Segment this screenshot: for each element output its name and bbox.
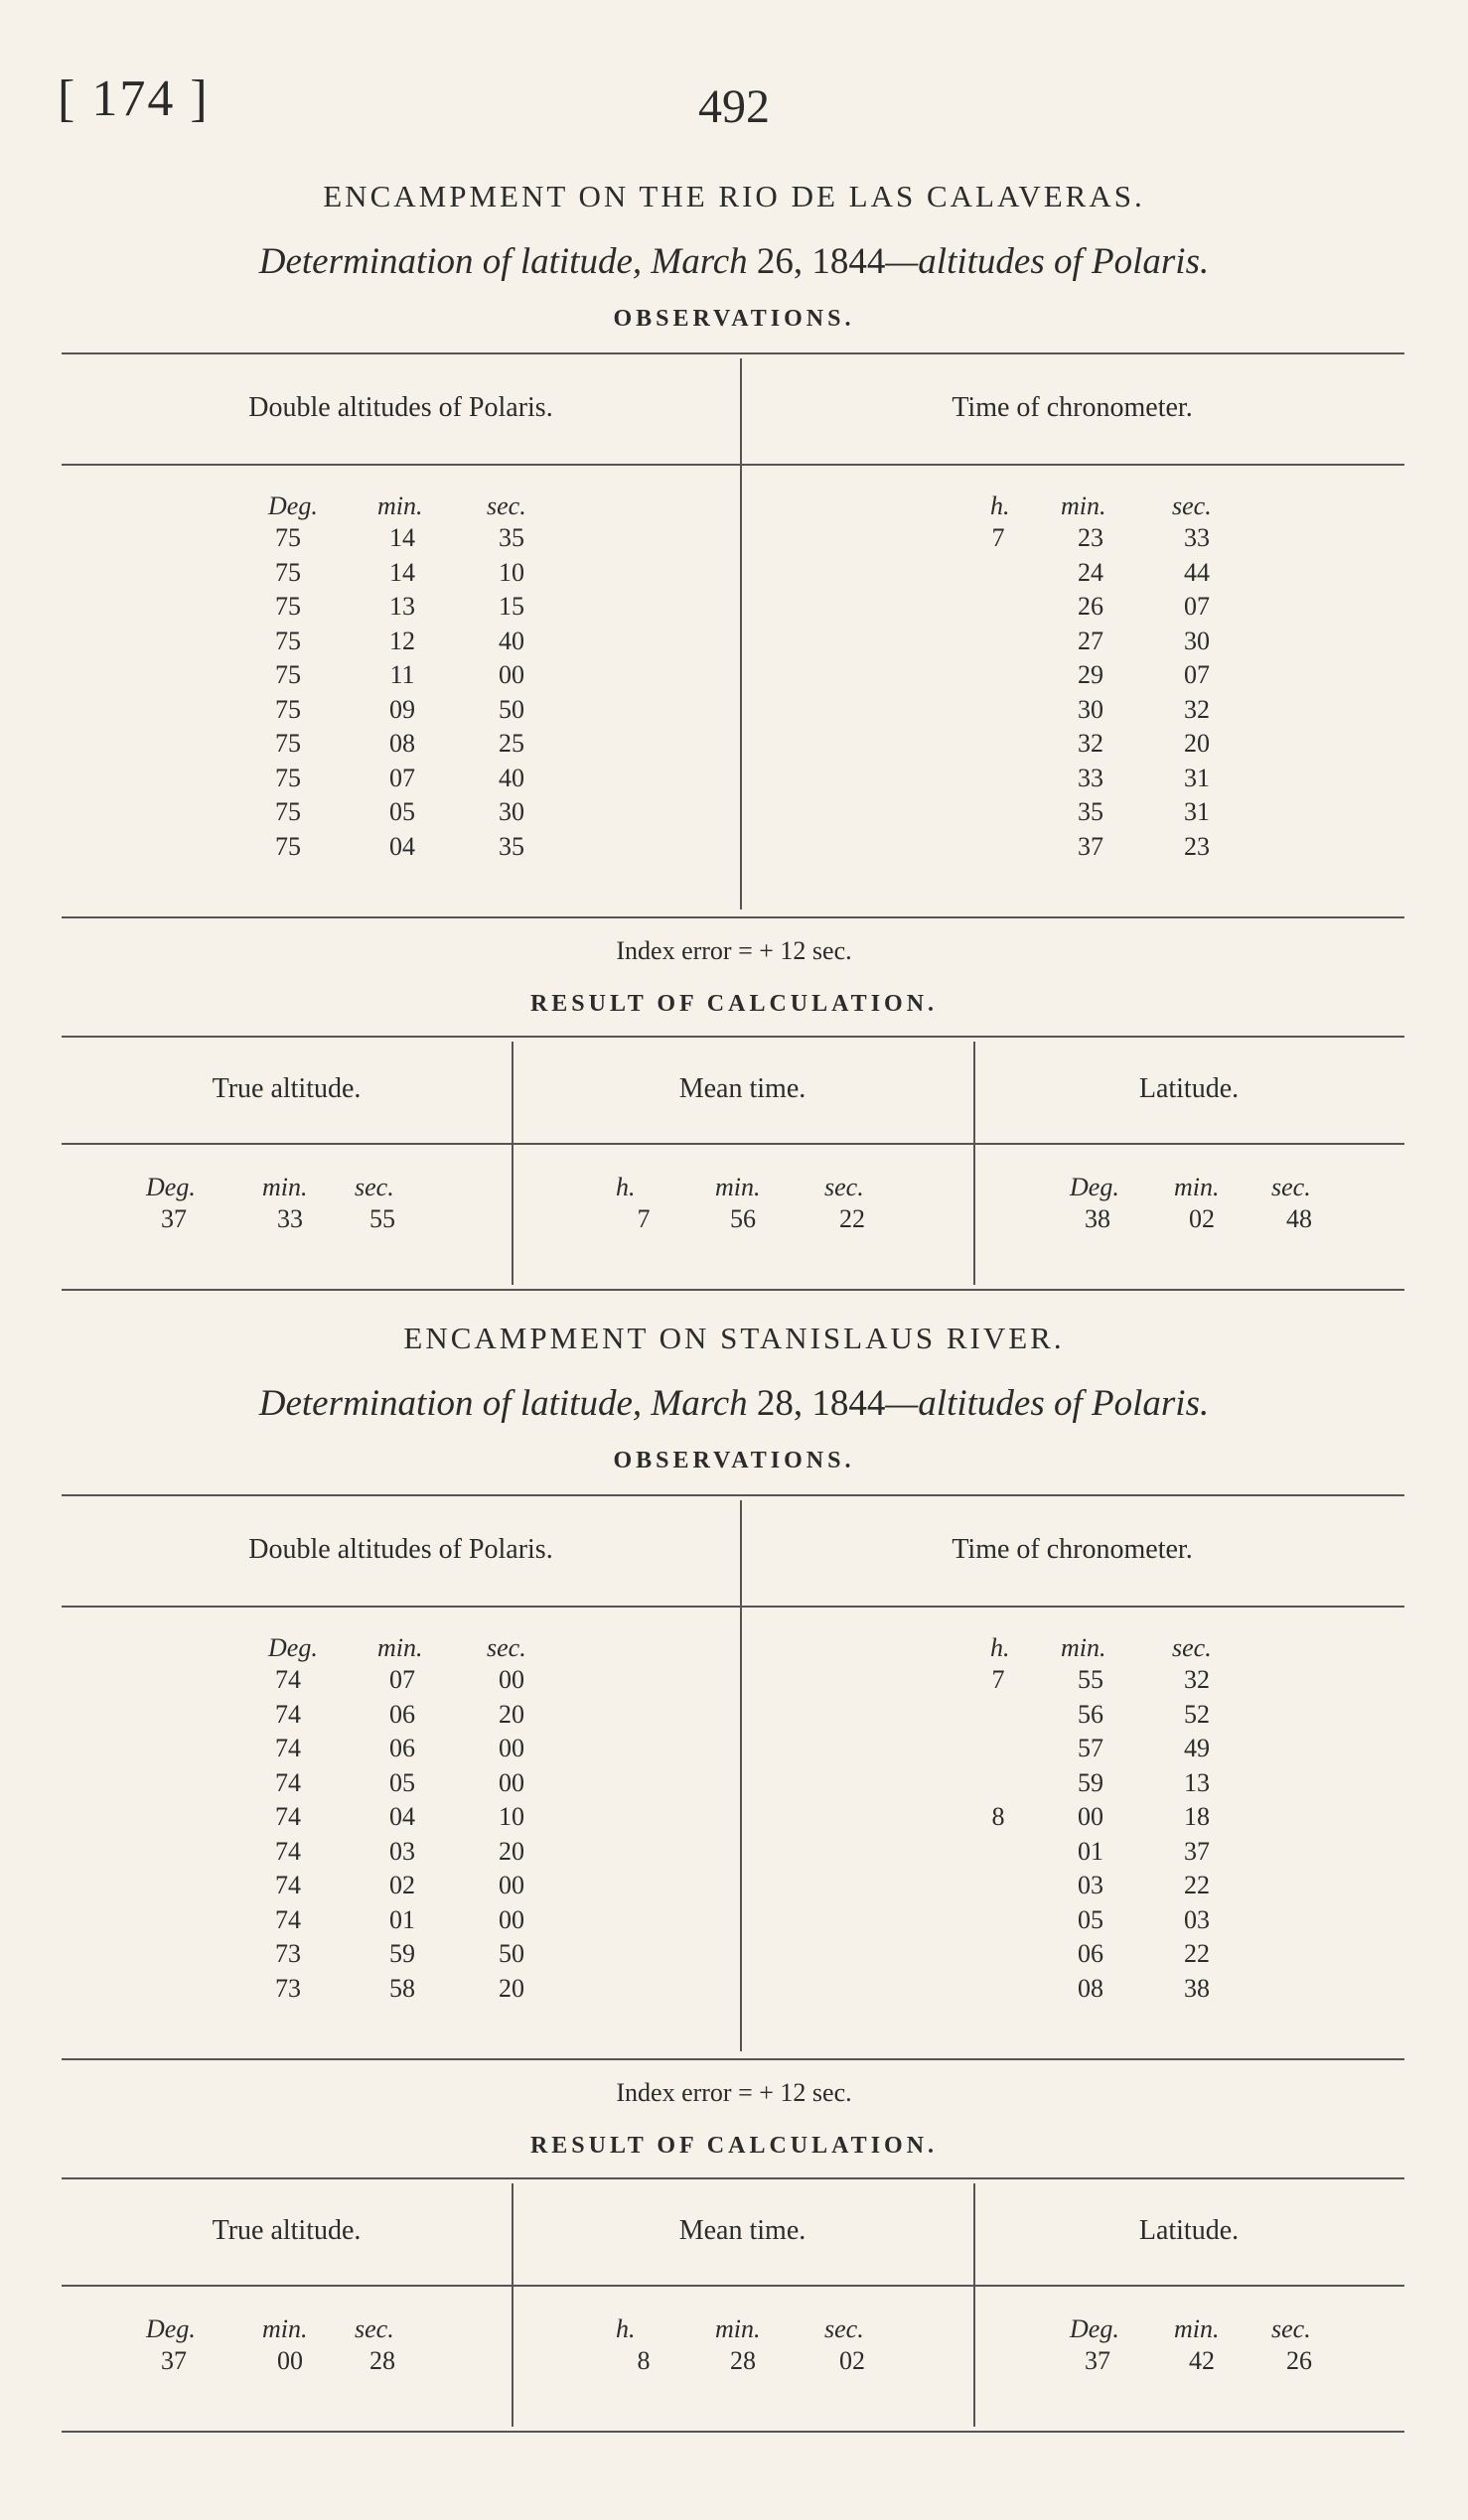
table-cell-tmin: 03 [1078, 1871, 1103, 1899]
table-cell-tsec: 37 [1184, 1836, 1210, 1866]
result-unit: min. [262, 1173, 308, 1201]
result-unit: min. [1174, 2314, 1220, 2343]
unit-sec: sec. [487, 1633, 526, 1662]
table-cell-sec: 40 [499, 626, 524, 655]
result-value: 42 [1189, 2346, 1215, 2375]
table-cell-deg: 74 [275, 1767, 301, 1797]
result-value: 26 [1286, 2346, 1312, 2375]
table-cell-min: 03 [389, 1836, 415, 1866]
table-cell-tmin: 06 [1078, 1939, 1103, 1968]
table-cell-tsec: 03 [1184, 1904, 1210, 1934]
table-cell-min: 12 [389, 626, 415, 655]
table-cell-tsec: 30 [1184, 626, 1210, 655]
table-cell-tmin: 59 [1078, 1767, 1103, 1797]
table-cell-sec: 50 [499, 1939, 524, 1968]
table-cell-deg: 75 [275, 523, 301, 552]
rule-line [62, 2285, 1404, 2287]
table-cell-tmin: 29 [1078, 660, 1103, 689]
table-cell-deg: 73 [275, 1939, 301, 1968]
unit-min: min. [377, 491, 423, 520]
observations-label: OBSERVATIONS. [613, 1448, 855, 1473]
result-label: RESULT OF CALCULATION. [529, 991, 939, 1017]
table-cell-tsec: 31 [1184, 797, 1210, 826]
table-cell-tmin: 32 [1078, 729, 1103, 758]
table-cell-deg: 74 [275, 1836, 301, 1866]
result-value: 00 [277, 2346, 303, 2375]
unit-sec: sec. [1172, 1633, 1212, 1662]
table-cell-tsec: 23 [1184, 831, 1210, 861]
table-cell-min: 04 [389, 831, 415, 861]
subtitle-italic: Determination of latitude, March [258, 241, 757, 282]
table-cell-min: 05 [389, 797, 415, 826]
rule-line [62, 352, 1404, 354]
observations-label: OBSERVATIONS. [613, 306, 855, 332]
table-cell-deg: 75 [275, 763, 301, 792]
unit-sec: sec. [487, 491, 526, 520]
table-cell-tmin: 56 [1078, 1699, 1103, 1729]
unit-min: min. [1061, 491, 1106, 520]
table-cell-min: 13 [389, 592, 415, 621]
result-col-latitude: Latitude. [1138, 2215, 1240, 2246]
section-title: ENCAMPMENT ON STANISLAUS RIVER. [403, 1321, 1065, 1355]
table-cell-sec: 25 [499, 729, 524, 758]
result-unit: sec. [824, 1173, 864, 1201]
obs-col-header-altitudes: Double altitudes of Polaris. [248, 1534, 553, 1565]
rule-line [62, 1036, 1404, 1038]
table-cell-min: 58 [389, 1973, 415, 2003]
result-unit: min. [715, 1173, 761, 1201]
table-cell-tmin: 30 [1078, 694, 1103, 724]
rule-line [62, 2177, 1404, 2179]
result-value: 28 [369, 2346, 395, 2375]
table-cell-tmin: 33 [1078, 763, 1103, 792]
table-cell-min: 04 [389, 1802, 415, 1831]
unit-hour: h. [990, 1633, 1010, 1662]
table-cell-h: 7 [991, 523, 1005, 552]
result-unit: Deg. [146, 2314, 196, 2343]
table-cell-tsec: 07 [1184, 592, 1210, 621]
table-cell-sec: 00 [499, 1734, 524, 1762]
result-unit: sec. [355, 1173, 394, 1201]
table-cell-h: 7 [991, 1665, 1005, 1694]
table-cell-deg: 73 [275, 1973, 301, 2003]
result-value: 28 [730, 2346, 756, 2375]
table-cell-tmin: 57 [1078, 1734, 1103, 1762]
table-cell-tmin: 08 [1078, 1973, 1103, 2003]
table-cell-sec: 50 [499, 694, 524, 724]
table-cell-deg: 75 [275, 660, 301, 689]
unit-min: min. [377, 1633, 423, 1662]
result-value: 37 [161, 2346, 187, 2375]
table-cell-sec: 00 [499, 1904, 524, 1934]
table-cell-tmin: 05 [1078, 1904, 1103, 1934]
subtitle-date: 28, 1844 [756, 1383, 886, 1424]
result-unit: min. [715, 2314, 761, 2343]
section-subtitle [0, 1382, 1468, 1425]
result-value: 37 [1085, 2346, 1110, 2375]
table-cell-sec: 20 [499, 1699, 524, 1729]
result-unit: min. [262, 2314, 308, 2343]
result-unit: h. [616, 1173, 636, 1201]
rule-line [62, 1494, 1404, 1496]
table-cell-deg: 74 [275, 1802, 301, 1831]
table-cell-deg: 74 [275, 1871, 301, 1899]
result-col-true-altitude: True altitude. [212, 2215, 362, 2246]
obs-col-header-time: Time of chronometer. [952, 1534, 1193, 1565]
result-col-true-altitude: True altitude. [212, 1073, 362, 1104]
result-unit: sec. [355, 2314, 394, 2343]
table-cell-tsec: 13 [1184, 1767, 1210, 1797]
unit-deg: Deg. [268, 491, 318, 520]
table-cell-tsec: 22 [1184, 1939, 1210, 1968]
result-unit: Deg. [146, 1173, 196, 1201]
result-value: 02 [1189, 1204, 1215, 1233]
result-value: 55 [369, 1204, 395, 1233]
result-unit: min. [1174, 1173, 1220, 1201]
table-cell-sec: 10 [499, 557, 524, 587]
table-cell-tsec: 07 [1184, 660, 1210, 689]
rule-line [62, 2058, 1404, 2060]
table-cell-deg: 74 [275, 1665, 301, 1694]
table-cell-deg: 75 [275, 557, 301, 587]
index-error: Index error = + 12 sec. [616, 936, 852, 965]
table-cell-min: 14 [389, 557, 415, 587]
table-cell-sec: 20 [499, 1836, 524, 1866]
table-cell-tsec: 38 [1184, 1973, 1210, 2003]
result-value: 48 [1286, 1204, 1312, 1233]
table-cell-min: 14 [389, 523, 415, 552]
rule-line [62, 1289, 1404, 1291]
table-cell-tsec: 33 [1184, 523, 1210, 552]
result-unit: h. [616, 2314, 636, 2343]
table-cell-sec: 00 [499, 1665, 524, 1694]
table-cell-deg: 75 [275, 831, 301, 861]
result-value: 56 [730, 1204, 756, 1233]
result-value: 37 [161, 1204, 187, 1233]
table-cell-min: 02 [389, 1871, 415, 1899]
table-cell-deg: 75 [275, 797, 301, 826]
table-cell-tmin: 23 [1078, 523, 1103, 552]
table-cell-sec: 40 [499, 763, 524, 792]
table-cell-tsec: 44 [1184, 557, 1210, 587]
unit-deg: Deg. [268, 1633, 318, 1662]
table-cell-sec: 15 [499, 592, 524, 621]
table-cell-sec: 20 [499, 1973, 524, 2003]
unit-min: min. [1061, 1633, 1106, 1662]
table-cell-sec: 35 [499, 831, 524, 861]
unit-hour: h. [990, 491, 1010, 520]
table-cell-sec: 00 [499, 1871, 524, 1899]
table-cell-tmin: 24 [1078, 557, 1103, 587]
table-cell-tsec: 49 [1184, 1734, 1210, 1762]
result-value: 22 [839, 1204, 865, 1233]
result-unit: sec. [824, 2314, 864, 2343]
page-number: 492 [698, 80, 770, 133]
unit-sec: sec. [1172, 491, 1212, 520]
table-cell-deg: 75 [275, 694, 301, 724]
table-cell-sec: 30 [499, 797, 524, 826]
bracket-page-number: [ 174 ] [58, 70, 210, 127]
table-cell-tmin: 26 [1078, 592, 1103, 621]
result-col-latitude: Latitude. [1138, 1073, 1240, 1104]
table-cell-tmin: 27 [1078, 626, 1103, 655]
rule-line [62, 1606, 1404, 1608]
table-cell-tsec: 18 [1184, 1802, 1210, 1831]
table-cell-min: 09 [389, 694, 415, 724]
table-cell-tsec: 32 [1184, 1665, 1210, 1694]
table-cell-h: 8 [991, 1802, 1005, 1831]
table-cell-tmin: 37 [1078, 831, 1103, 861]
table-cell-tmin: 00 [1078, 1802, 1103, 1831]
obs-col-header-altitudes: Double altitudes of Polaris. [248, 392, 553, 423]
rule-line [62, 464, 1404, 466]
table-cell-tsec: 20 [1184, 729, 1210, 758]
result-unit: Deg. [1070, 2314, 1119, 2343]
table-cell-min: 01 [389, 1904, 415, 1934]
subtitle-date: 26, 1844 [756, 241, 886, 282]
table-cell-deg: 75 [275, 729, 301, 758]
subtitle-italic: Determination of latitude, March [258, 1383, 757, 1424]
table-cell-tsec: 52 [1184, 1699, 1210, 1729]
subtitle-italic: —altitudes of Polaris. [885, 241, 1210, 282]
result-unit: sec. [1271, 1173, 1311, 1201]
result-value: 02 [839, 2346, 865, 2375]
table-cell-tsec: 22 [1184, 1871, 1210, 1899]
table-cell-sec: 00 [499, 660, 524, 689]
rule-line [62, 1143, 1404, 1145]
result-value: 7 [637, 1204, 651, 1233]
result-value: 38 [1085, 1204, 1110, 1233]
table-cell-min: 59 [389, 1939, 415, 1968]
rule-line [62, 916, 1404, 918]
result-value: 33 [277, 1204, 303, 1233]
result-value: 8 [637, 2346, 651, 2375]
result-label: RESULT OF CALCULATION. [529, 2133, 939, 2159]
table-cell-min: 11 [389, 660, 415, 689]
table-cell-sec: 00 [499, 1767, 524, 1797]
rule-line [62, 2431, 1404, 2433]
section-title: ENCAMPMENT ON THE RIO DE LAS CALAVERAS. [323, 179, 1145, 213]
obs-col-header-time: Time of chronometer. [952, 392, 1193, 423]
table-cell-tsec: 31 [1184, 763, 1210, 792]
table-cell-deg: 74 [275, 1904, 301, 1934]
result-unit: Deg. [1070, 1173, 1119, 1201]
index-error: Index error = + 12 sec. [616, 2078, 852, 2107]
table-cell-sec: 10 [499, 1802, 524, 1831]
table-cell-min: 07 [389, 763, 415, 792]
table-cell-deg: 74 [275, 1734, 301, 1762]
result-unit: sec. [1271, 2314, 1311, 2343]
table-cell-deg: 75 [275, 592, 301, 621]
column-divider [740, 1500, 742, 2051]
column-divider [740, 358, 742, 910]
table-cell-tmin: 55 [1078, 1665, 1103, 1694]
table-cell-min: 06 [389, 1699, 415, 1729]
table-cell-sec: 35 [499, 523, 524, 552]
table-cell-min: 07 [389, 1665, 415, 1694]
result-col-mean-time: Mean time. [678, 1073, 807, 1104]
table-cell-tmin: 01 [1078, 1836, 1103, 1866]
subtitle-italic: —altitudes of Polaris. [885, 1383, 1210, 1424]
table-cell-min: 08 [389, 729, 415, 758]
section-subtitle [0, 240, 1468, 283]
table-cell-min: 06 [389, 1734, 415, 1762]
table-cell-deg: 75 [275, 626, 301, 655]
result-col-mean-time: Mean time. [678, 2215, 807, 2246]
table-cell-deg: 74 [275, 1699, 301, 1729]
table-cell-min: 05 [389, 1767, 415, 1797]
table-cell-tsec: 32 [1184, 694, 1210, 724]
table-cell-tmin: 35 [1078, 797, 1103, 826]
